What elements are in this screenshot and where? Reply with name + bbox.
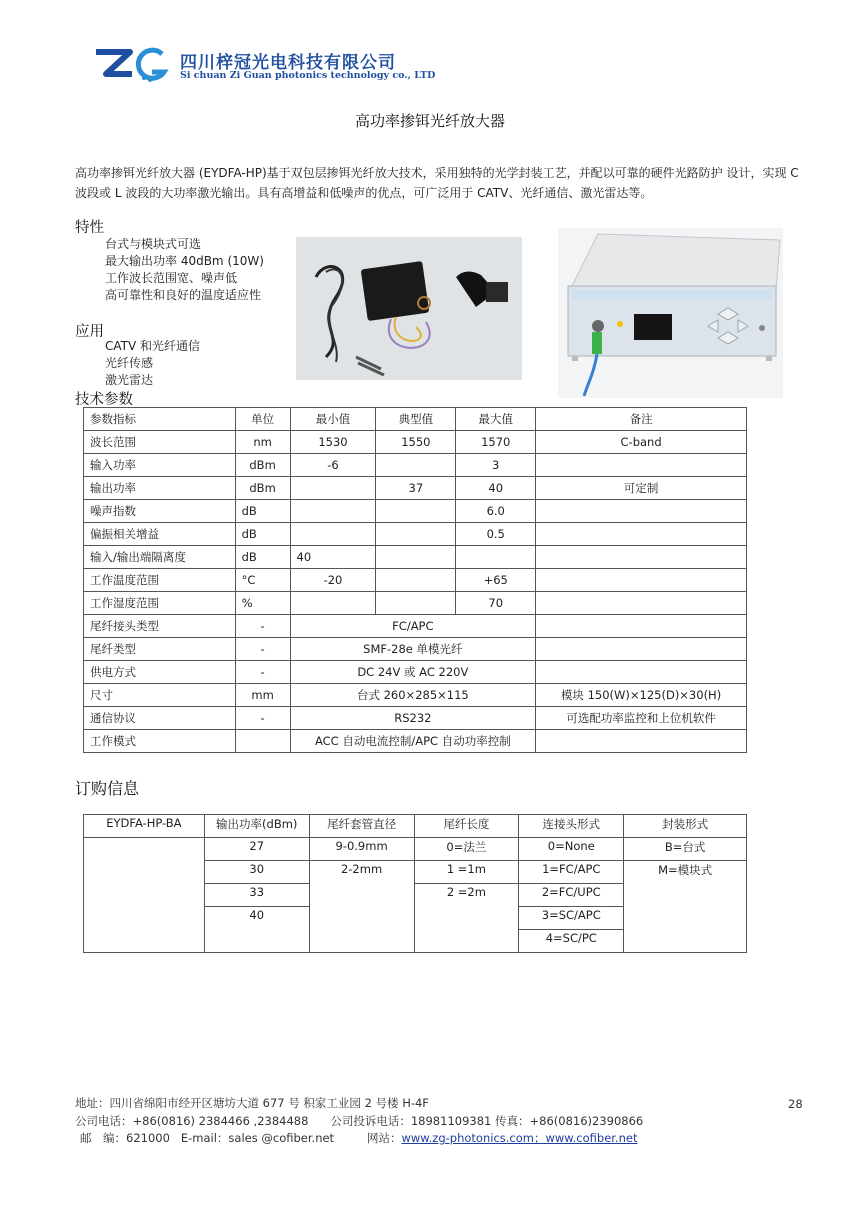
table-cell: 6.0 — [456, 500, 536, 523]
table-cell — [536, 546, 747, 569]
table-cell: 40 — [290, 546, 376, 569]
table-cell: 工作模式 — [84, 730, 236, 753]
applications-heading: 应用 — [75, 324, 104, 340]
table-cell: 输出功率 — [84, 477, 236, 500]
table-cell — [536, 661, 747, 684]
specs-heading: 技术参数 — [75, 392, 133, 408]
table-cell — [290, 523, 376, 546]
table-cell: dB — [235, 546, 290, 569]
intro-paragraph: 高功率掺铒光纤放大器 (EYDFA-HP)基于双包层掺铒光纤放大技术，采用独特的光学封装工艺，并配以可靠的硬件光路防护 设计，实现 C 波段或 L 波段的大功率激光输出。具有高增益和低噪声的优点，可广泛用于 CATV、光纤通信、激光雷达等。 — [75, 166, 799, 200]
table-row — [84, 615, 747, 638]
table-cell: 1530 — [290, 431, 376, 454]
table-cell — [536, 638, 747, 661]
table-cell: 供电方式 — [84, 661, 236, 684]
table-cell — [376, 569, 456, 592]
table-cell: -6 — [290, 454, 376, 477]
table-cell: 可选配功率监控和上位机软件 — [536, 707, 747, 730]
table-cell: 3 — [456, 454, 536, 477]
table-cell: 33 — [204, 884, 309, 907]
footer-website-link[interactable]: www.zg-photonics.com；www.cofiber.net — [401, 1131, 638, 1145]
company-logo — [92, 44, 176, 84]
table-cell: dB — [235, 523, 290, 546]
table-cell: 27 — [204, 838, 309, 861]
table-cell — [235, 730, 290, 753]
company-name-cn: 四川梓冠光电科技有限公司 — [180, 53, 396, 73]
table-cell — [536, 523, 747, 546]
table-cell — [536, 615, 747, 638]
table-cell: 1=FC/APC — [519, 861, 624, 884]
table-row — [84, 454, 747, 477]
table-cell: 2 =2m — [414, 884, 519, 953]
application-item: 光纤传感 — [105, 356, 154, 370]
feature-item: 台式与模块式可选 — [105, 237, 202, 251]
table-header-row — [84, 815, 747, 838]
table-row — [84, 707, 747, 730]
table-header-row — [84, 408, 747, 431]
table-cell: 70 — [456, 592, 536, 615]
table-cell: 波长范围 — [84, 431, 236, 454]
header-cell: 典型值 — [376, 408, 456, 431]
table-cell: - — [235, 638, 290, 661]
footer-phone: 公司电话：+86(0816) 2384466 ,2384488 — [75, 1113, 309, 1128]
table-cell — [290, 500, 376, 523]
table-cell: 台式 260×285×115 — [290, 684, 536, 707]
footer-email: E-mail：sales @cofiber.net — [180, 1131, 335, 1145]
table-cell: 37 — [376, 477, 456, 500]
table-cell: 通信协议 — [84, 707, 236, 730]
table-cell — [290, 477, 376, 500]
table-cell: 1550 — [376, 431, 456, 454]
table-cell: - — [235, 707, 290, 730]
table-cell: 工作温度范围 — [84, 569, 236, 592]
table-row — [84, 684, 747, 707]
applications-list — [105, 338, 200, 389]
table-cell: mm — [235, 684, 290, 707]
table-cell: % — [235, 592, 290, 615]
footer-contact-line — [75, 1130, 643, 1148]
table-cell — [536, 569, 747, 592]
table-row — [84, 592, 747, 615]
table-cell: 输入功率 — [84, 454, 236, 477]
header-cell: EYDFA-HP-BA — [84, 815, 205, 838]
features-list — [105, 236, 264, 304]
features-heading: 特性 — [75, 220, 104, 236]
table-cell: dB — [235, 500, 290, 523]
ordering-heading: 订购信息 — [75, 779, 140, 798]
header-cell: 连接头形式 — [519, 815, 624, 838]
feature-item: 工作波长范围宽、噪声低 — [105, 271, 238, 285]
table-cell: - — [235, 661, 290, 684]
table-row — [84, 523, 747, 546]
header-cell: 输出功率(dBm) — [204, 815, 309, 838]
footer-address: 地址：四川省绵阳市经开区塘坊大道 677 号 积家工业园 2 号楼 H-4F — [75, 1096, 429, 1110]
table-cell: +65 — [456, 569, 536, 592]
table-cell: 0.5 — [456, 523, 536, 546]
footer — [75, 1095, 643, 1148]
footer-phone-line — [75, 1113, 643, 1131]
table-cell — [376, 523, 456, 546]
table-cell: dBm — [235, 477, 290, 500]
table-cell: 工作湿度范围 — [84, 592, 236, 615]
table-cell: nm — [235, 431, 290, 454]
footer-complaint: 公司投诉电话：18981109381 传真：+86(0816)2390866 — [330, 1113, 644, 1128]
header-cell: 封装形式 — [624, 815, 747, 838]
table-cell: 4=SC/PC — [519, 930, 624, 953]
table-cell — [376, 500, 456, 523]
specs-table — [83, 407, 747, 753]
table-row — [84, 661, 747, 684]
table-cell: 可定制 — [536, 477, 747, 500]
table-cell: 模块 150(W)×125(D)×30(H) — [536, 684, 747, 707]
table-cell — [290, 592, 376, 615]
feature-item: 最大输出功率 40dBm (10W) — [105, 254, 264, 268]
table-cell: SMF-28e 单模光纤 — [290, 638, 536, 661]
table-cell — [456, 546, 536, 569]
table-cell — [376, 454, 456, 477]
table-cell: ACC 自动电流控制/APC 自动功率控制 — [290, 730, 536, 753]
table-cell: 0=None — [519, 838, 624, 861]
footer-postcode: 邮 编：621000 — [80, 1131, 170, 1145]
table-row — [84, 477, 747, 500]
table-row — [84, 638, 747, 661]
table-row — [84, 546, 747, 569]
table-cell: C-band — [536, 431, 747, 454]
table-cell — [536, 454, 747, 477]
table-cell — [536, 592, 747, 615]
header-cell: 尾纤长度 — [414, 815, 519, 838]
table-cell: dBm — [235, 454, 290, 477]
table-cell: 2-2mm — [309, 861, 414, 953]
table-cell: 输入/输出端隔离度 — [84, 546, 236, 569]
table-cell: 1570 — [456, 431, 536, 454]
table-cell: B=台式 — [624, 838, 747, 861]
table-cell: 偏振相关增益 — [84, 523, 236, 546]
table-cell: - — [235, 615, 290, 638]
table-cell: DC 24V 或 AC 220V — [290, 661, 536, 684]
table-row — [84, 730, 747, 753]
table-cell: M=模块式 — [624, 861, 747, 953]
table-row — [84, 569, 747, 592]
table-cell: 尺寸 — [84, 684, 236, 707]
table-cell: RS232 — [290, 707, 536, 730]
table-cell: -20 — [290, 569, 376, 592]
table-cell: 噪声指数 — [84, 500, 236, 523]
table-cell: 30 — [204, 861, 309, 884]
header-cell: 尾纤套管直径 — [309, 815, 414, 838]
footer-website-label: 网站： — [366, 1131, 402, 1145]
table-cell: 0=法兰 — [414, 838, 519, 861]
table-cell — [536, 730, 747, 753]
table-cell — [536, 500, 747, 523]
table-cell: 2=FC/UPC — [519, 884, 624, 907]
document-title: 高功率掺铒光纤放大器 — [354, 112, 505, 130]
table-cell: FC/APC — [290, 615, 536, 638]
application-item: CATV 和光纤通信 — [105, 339, 201, 353]
table-cell: 9-0.9mm — [309, 838, 414, 861]
application-item: 激光雷达 — [105, 373, 154, 387]
table-cell: 40 — [204, 907, 309, 953]
table-row — [84, 431, 747, 454]
table-cell: 40 — [456, 477, 536, 500]
benchtop-product-photo — [558, 228, 783, 398]
header-cell: 参数指标 — [84, 408, 236, 431]
table-cell: °C — [235, 569, 290, 592]
header-cell: 备注 — [536, 408, 747, 431]
table-cell: 1 =1m — [414, 861, 519, 884]
table-cell: 3=SC/APC — [519, 907, 624, 930]
header-cell: 单位 — [235, 408, 290, 431]
table-cell: 尾纤类型 — [84, 638, 236, 661]
table-cell: 尾纤接头类型 — [84, 615, 236, 638]
module-product-photo — [296, 237, 522, 380]
company-name-en: Si chuan Zi Guan photonics technology co., LTD — [180, 70, 436, 81]
table-cell — [84, 838, 205, 953]
header-cell: 最大值 — [456, 408, 536, 431]
table-cell — [376, 592, 456, 615]
table-row — [84, 500, 747, 523]
header-cell: 最小值 — [290, 408, 376, 431]
page-number: 28 — [788, 1097, 803, 1111]
feature-item: 高可靠性和良好的温度适应性 — [105, 288, 262, 302]
table-row — [84, 838, 747, 861]
table-cell — [376, 546, 456, 569]
ordering-table — [83, 814, 747, 953]
